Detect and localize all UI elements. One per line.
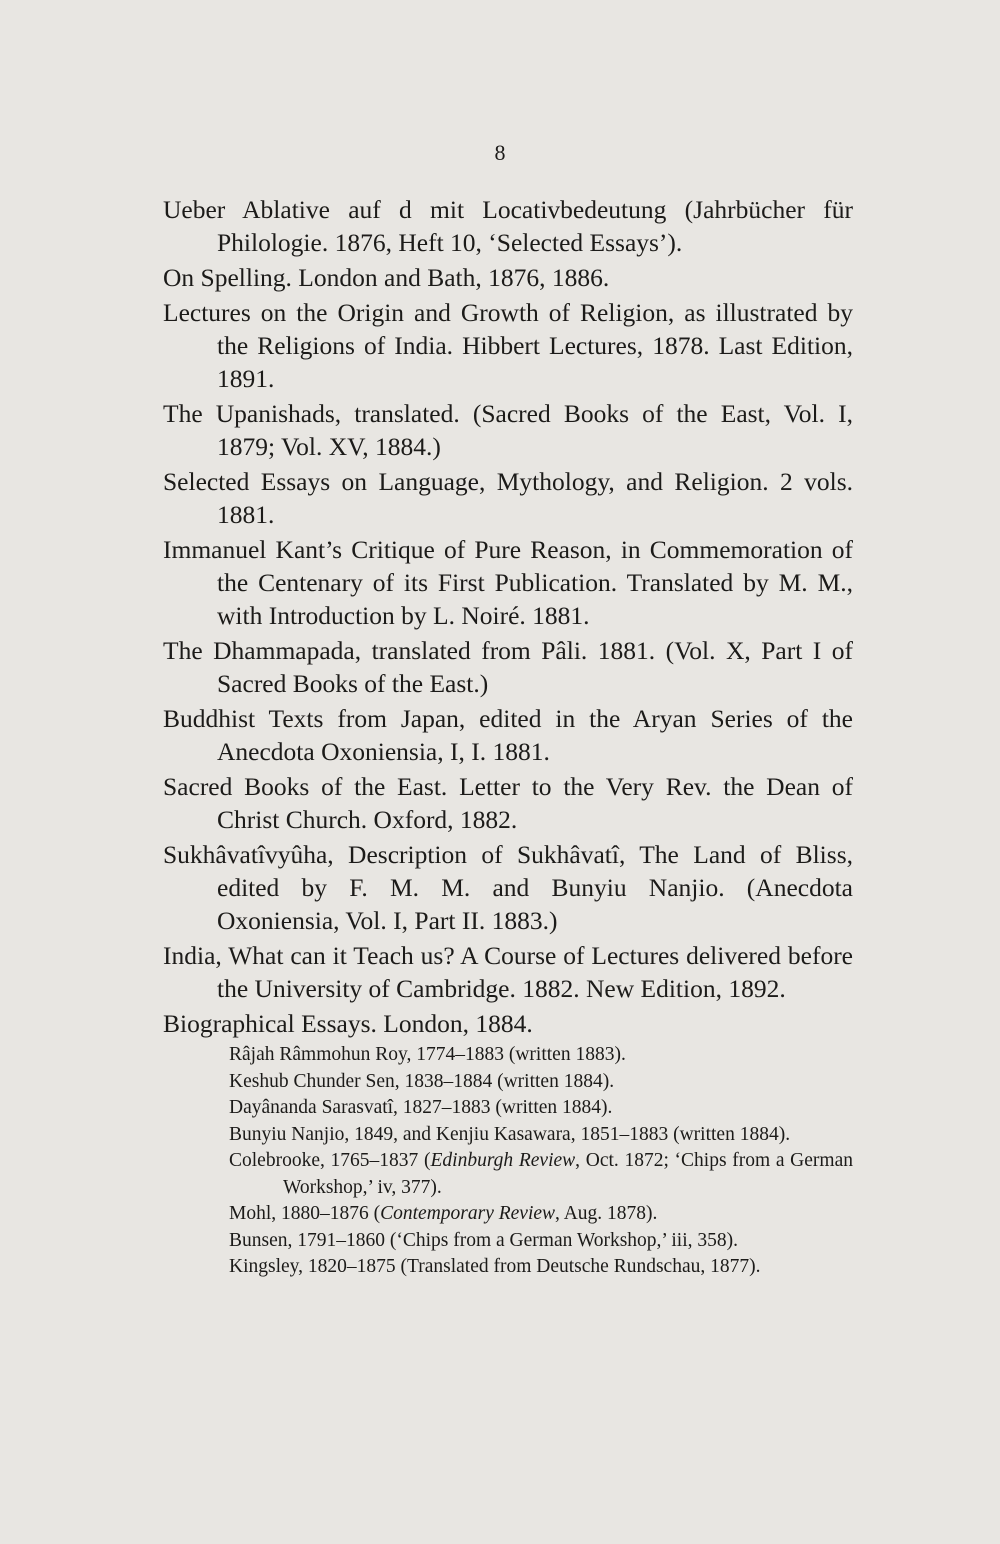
essay-text: Mohl, 1880–1876 ( — [229, 1203, 381, 1224]
page-number: 8 — [494, 140, 506, 165]
essay-entry-bunyiu: Bunyiu Nanjio, 1849, and Kenjiu Kasawara, 1851–1883 (written 1884). — [229, 1123, 791, 1145]
bibliography-entry: Ueber Ablative auf d mit Locativbedeutung (Jahrbücher für Philologie. 1876, Heft 10, ‘Selected Essays’). — [163, 195, 853, 257]
journal-title: Edinburgh Review — [430, 1150, 576, 1171]
essay-entry-rajah: Râjah Râmmohun Roy, 1774–1883 (written 1883). — [229, 1044, 626, 1065]
journal-title: Contemporary Review — [380, 1203, 556, 1224]
essay-text: , Oct. 1872; ‘Chips from a German Workshop,’ iv, 377). — [283, 1150, 853, 1198]
bibliography-entry: The Upanishads, translated. (Sacred Books of the East, Vol. I, 1879; Vol. XV, 1884.) — [163, 399, 853, 461]
bibliography-entry: Sacred Books of the East. Letter to the Very Rev. the Dean of Christ Church. Oxford, 1882. — [163, 772, 853, 834]
bibliography-entry: The Dhammapada, translated from Pâli. 1881. (Vol. X, Part I of Sacred Books of the East.) — [163, 636, 853, 698]
essay-text: , Aug. 1878). — [555, 1203, 658, 1224]
bibliography-list — [163, 193, 853, 1281]
essay-text: Colebrooke, 1765–1837 ( — [229, 1150, 431, 1171]
essay-entry-bunsen: Bunsen, 1791–1860 (‘Chips from a German Workshop,’ iii, 358). — [229, 1229, 738, 1251]
bibliography-entry: Selected Essays on Language, Mythology, and Religion. 2 vols. 1881. — [163, 467, 853, 529]
essay-entry-mohl — [229, 1201, 853, 1228]
bibliography-entry: Immanuel Kant’s Critique of Pure Reason, in Commemoration of the Centenary of its First Publication. Translated by M. M., with Introduction by L. Noiré. 1881. — [163, 535, 853, 630]
essay-entry-colebrooke — [229, 1148, 853, 1201]
bibliography-entry: Buddhist Texts from Japan, edited in the Aryan Series of the Anecdota Oxoniensia, I, I. 1881. — [163, 704, 853, 766]
bibliography-entry: Lectures on the Origin and Growth of Religion, as illustrated by the Religions of India. Hibbert Lectures, 1878. Last Edition, 1891. — [163, 298, 853, 393]
essay-entry-keshub: Keshub Chunder Sen, 1838–1884 (written 1884). — [229, 1070, 615, 1092]
essay-entry-dayananda: Dayânanda Sarasvatî, 1827–1883 (written 1884). — [229, 1097, 613, 1118]
essay-entry-kingsley: Kingsley, 1820–1875 (Translated from Deutsche Rundschau, 1877). — [229, 1256, 761, 1277]
bibliography-entry: India, What can it Teach us? A Course of Lectures delivered before the University of Cambridge. 1882. New Edition, 1892. — [163, 941, 853, 1003]
bibliography-entry: Sukhâvatîvyûha, Description of Sukhâvatî, The Land of Bliss, edited by F. M. M. and Bunyiu Nanjio. (Anecdota Oxoniensia, Vol. I, Part II. 1883.) — [163, 840, 853, 935]
bibliography-entry: Biographical Essays. London, 1884. — [163, 1009, 533, 1038]
bibliography-entry: On Spelling. London and Bath, 1876, 1886. — [163, 263, 610, 292]
biographical-essays-list — [229, 1042, 853, 1281]
